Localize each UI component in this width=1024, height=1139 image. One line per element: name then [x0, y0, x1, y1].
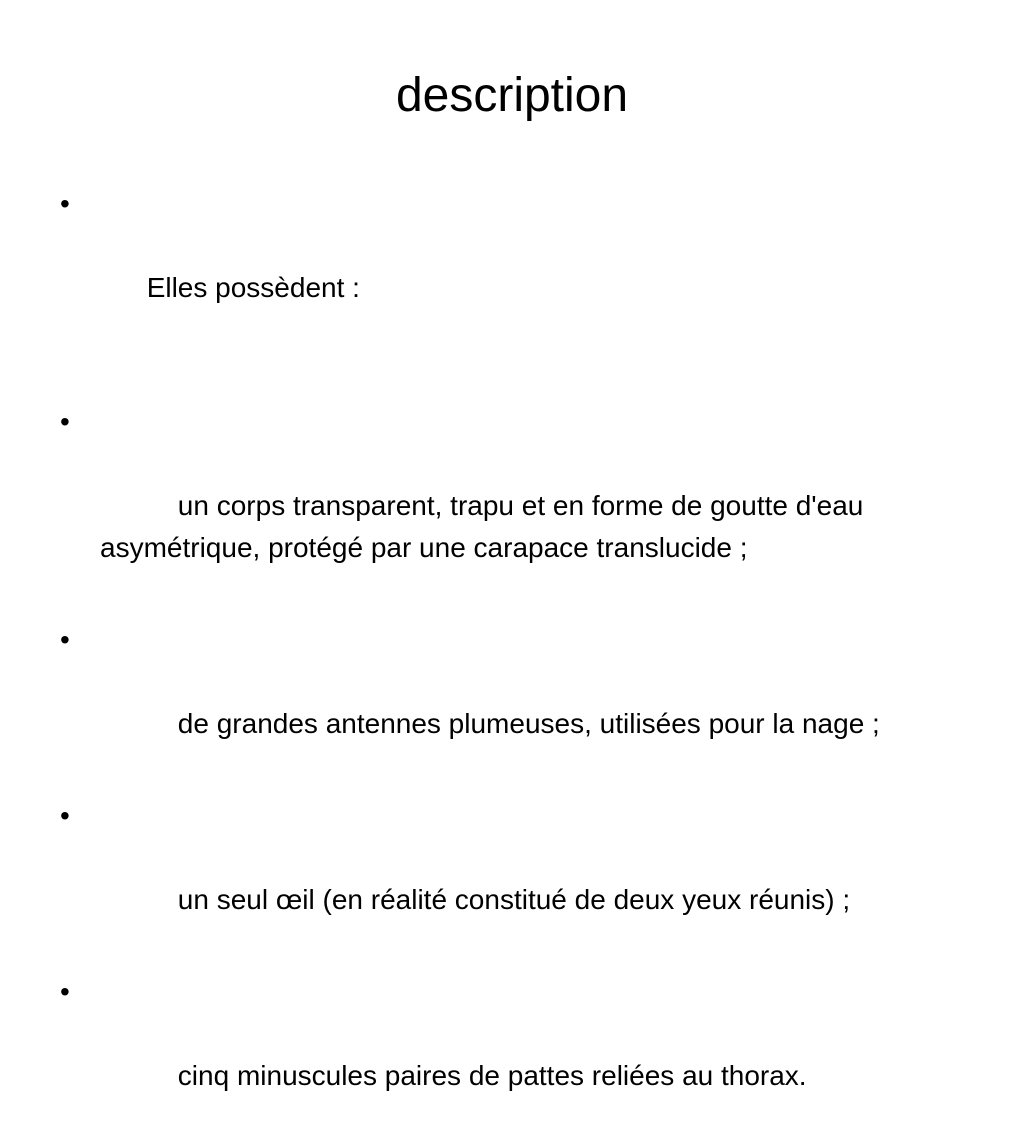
slide-title: description: [395, 69, 629, 122]
bullet-item-body: [60, 401, 960, 611]
bullet-dot-icon: •: [60, 188, 70, 219]
bullet-dot-icon: •: [60, 406, 70, 437]
bullet-item-intro: [60, 183, 960, 351]
bullet-list: [60, 183, 960, 1139]
bullet-item-legs: [60, 971, 960, 1139]
bullet-dot-icon: •: [60, 976, 70, 1007]
bullet-dot-icon: •: [60, 800, 70, 831]
bullet-text: cinq minuscules paires de pattes reliées au thorax.: [146, 1060, 807, 1091]
bullet-text: un seul œil (en réalité constitué de deux yeux réunis) ;: [146, 884, 851, 915]
bullet-item-antennae: [60, 619, 960, 787]
bullet-dot-icon: •: [60, 624, 70, 655]
bullet-text: de grandes antennes plumeuses, utilisées pour la nage ;: [146, 708, 880, 739]
bullet-text: Elles possèdent :: [146, 272, 360, 303]
bullet-text: un corps transparent, trapu et en forme de goutte d'eau asymétrique, protégé par une carapace translucide ;: [100, 490, 872, 563]
bullet-item-eye: [60, 795, 960, 963]
